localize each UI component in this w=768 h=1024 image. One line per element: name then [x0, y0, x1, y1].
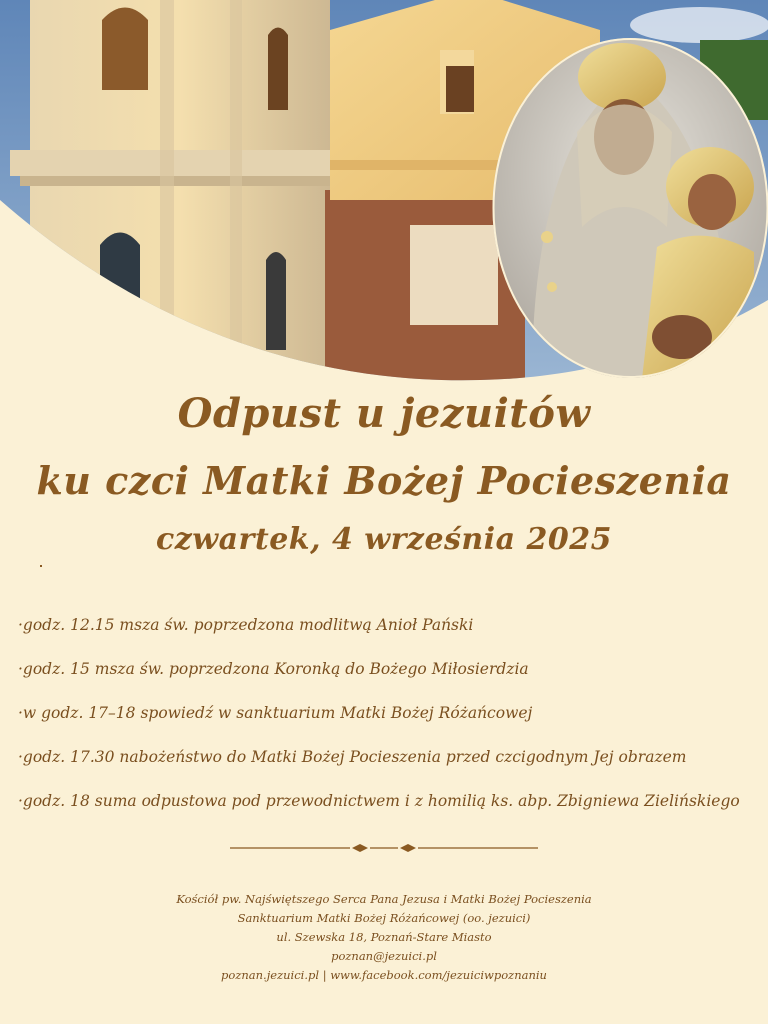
- event-date: czwartek, 4 września 2025: [155, 522, 613, 557]
- ornamental-divider: [228, 838, 540, 858]
- title-line-1: Odpust u jezuitów: [177, 390, 591, 437]
- address: ul. Szewska 18, Poznań-Stare Miasto: [276, 930, 492, 944]
- schedule-item: ·godz. 17.30 nabożeństwo do Matki Bożej Pocieszenia przed czcigodnym Jej obrazem: [18, 748, 687, 766]
- madonna-icon-image: [492, 37, 768, 379]
- facebook-link[interactable]: www.facebook.com/jezuiciwpoznaniu: [330, 968, 547, 982]
- sanctuary-name: Sanktuarium Matki Bożej Różańcowej (oo. jezuici): [237, 911, 531, 925]
- schedule-list: [18, 612, 763, 832]
- decorative-dot: [40, 565, 42, 567]
- website-link[interactable]: poznan.jezuici.pl: [221, 968, 320, 982]
- schedule-item: ·godz. 18 suma odpustowa pod przewodnictwem i z homilią ks. abp. Zbigniewa Zielińskiego: [18, 792, 740, 810]
- church-name: Kościół pw. Najświętszego Serca Pana Jezusa i Matki Bożej Pocieszenia: [176, 892, 592, 906]
- email-link[interactable]: poznan@jezuici.pl: [331, 949, 437, 963]
- link-separator: |: [322, 968, 327, 982]
- title-line-2: ku czci Matki Bożej Pocieszenia: [36, 458, 732, 503]
- schedule-item: ·godz. 15 msza św. poprzedzona Koronką do Bożego Miłosierdzia: [18, 660, 529, 678]
- schedule-item: ·w godz. 17–18 spowiedź w sanktuarium Matki Bożej Różańcowej: [18, 704, 533, 722]
- schedule-item: ·godz. 12.15 msza św. poprzedzona modlitwą Anioł Pański: [18, 616, 474, 634]
- footer-contact: [0, 890, 768, 985]
